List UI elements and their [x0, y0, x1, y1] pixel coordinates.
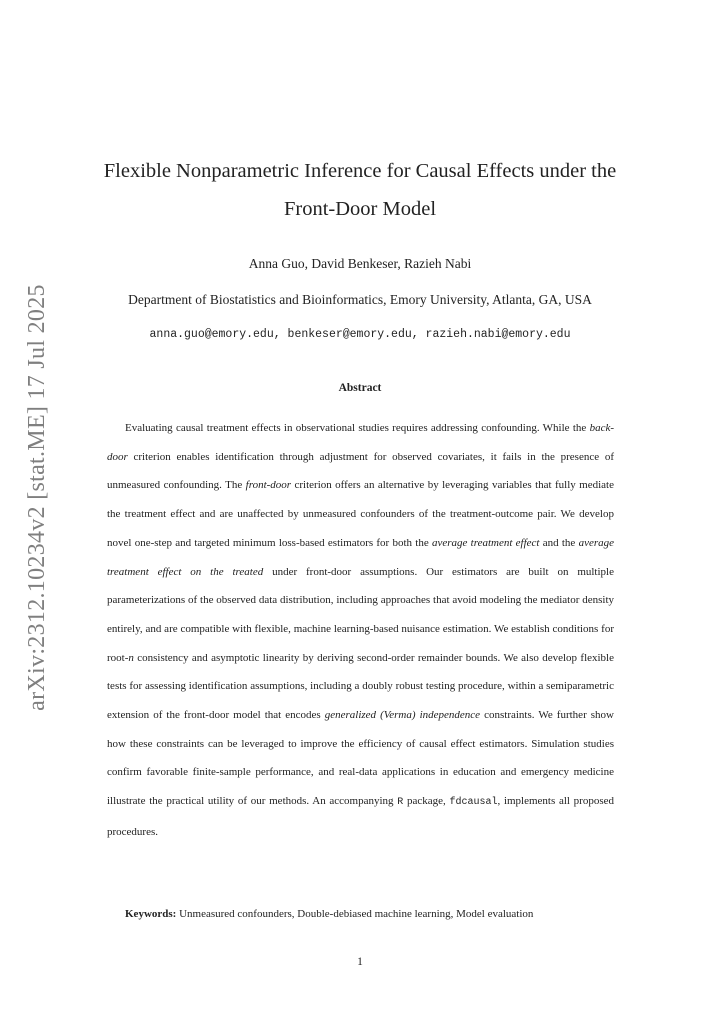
paper-title-line-1: Flexible Nonparametric Inference for Causal Effects under the: [103, 160, 617, 182]
arxiv-stamp: [17, 283, 57, 711]
page-number: 1: [357, 956, 363, 968]
keywords-label: Keywords:: [125, 908, 177, 920]
abstract-text: under front-door assumptions. Our estimators are built on multiple parameterizations of the observed data distribution, including approaches that avoid modeling the mediator density entirely, and are compatible with flexible, machine learning-based nuisance estimation. We establish conditions for root-: [107, 565, 614, 664]
author-list: Anna Guo, David Benkeser, Razieh Nabi: [248, 256, 472, 271]
abstract-code: fdcausal: [449, 797, 498, 809]
author-emails: anna.guo@emory.edu, benkeser@emory.edu, razieh.nabi@emory.edu: [149, 328, 571, 341]
paper-title: [90, 152, 630, 228]
abstract-heading: Abstract: [338, 382, 382, 394]
abstract-text: criterion enables identification through adjustment for observed covariates, it fails in the presence of unmeasured confounding. The: [107, 450, 614, 492]
abstract-emphasis: front-door: [245, 479, 292, 492]
abstract-text: , implements all proposed procedures.: [107, 795, 614, 838]
abstract-emphasis: generalized (Verma) independence: [324, 709, 481, 722]
abstract-emphasis: average treatment effect: [431, 536, 540, 549]
abstract-text: consistency and asymptotic linearity by deriving second-order remainder bounds. We also develop flexible tests for assessing identification assumptions, including a doubly robust testing procedure, within a semiparametric extension of the front-door model that encodes: [107, 651, 614, 722]
abstract-text: Evaluating causal treatment effects in observational studies requires addressing confounding. While the: [125, 422, 590, 434]
keywords-line: [107, 908, 614, 920]
paper-title-line-2: Front-Door Model: [283, 198, 437, 220]
abstract-math: n: [128, 651, 134, 664]
abstract-text: constraints. We further show how these constraints can be leveraged to improve the efficiency of causal effect estimators. Simulation studies confirm favorable finite-sample performance, and real-data applications in education and emergency medicine illustrate the practical utility of our methods. An accompanying: [107, 709, 615, 808]
abstract-code: R: [397, 797, 404, 809]
abstract-body: [107, 414, 614, 847]
arxiv-stamp-text: arXiv:2312.10234v2 [stat.ME] 17 Jul 2025: [23, 283, 50, 711]
abstract-text: criterion offers an alternative by leveraging variables that fully mediate the treatment effect and are unaffected by unmeasured confounders of the treatment-outcome pair. We develop novel one-step and targeted minimum loss-based estimators for both the: [107, 479, 614, 549]
affiliation: Department of Biostatistics and Bioinformatics, Emory University, Atlanta, GA, USA: [128, 292, 592, 307]
keywords-text: Unmeasured confounders, Double-debiased machine learning, Model evaluation: [176, 908, 534, 920]
abstract-paragraph: [107, 414, 614, 847]
abstract-text: and the: [539, 536, 579, 549]
abstract-text: package,: [403, 795, 450, 808]
abstract-emphasis: average treatment effect on the treated: [107, 536, 614, 578]
abstract-emphasis: back-door: [107, 422, 614, 463]
